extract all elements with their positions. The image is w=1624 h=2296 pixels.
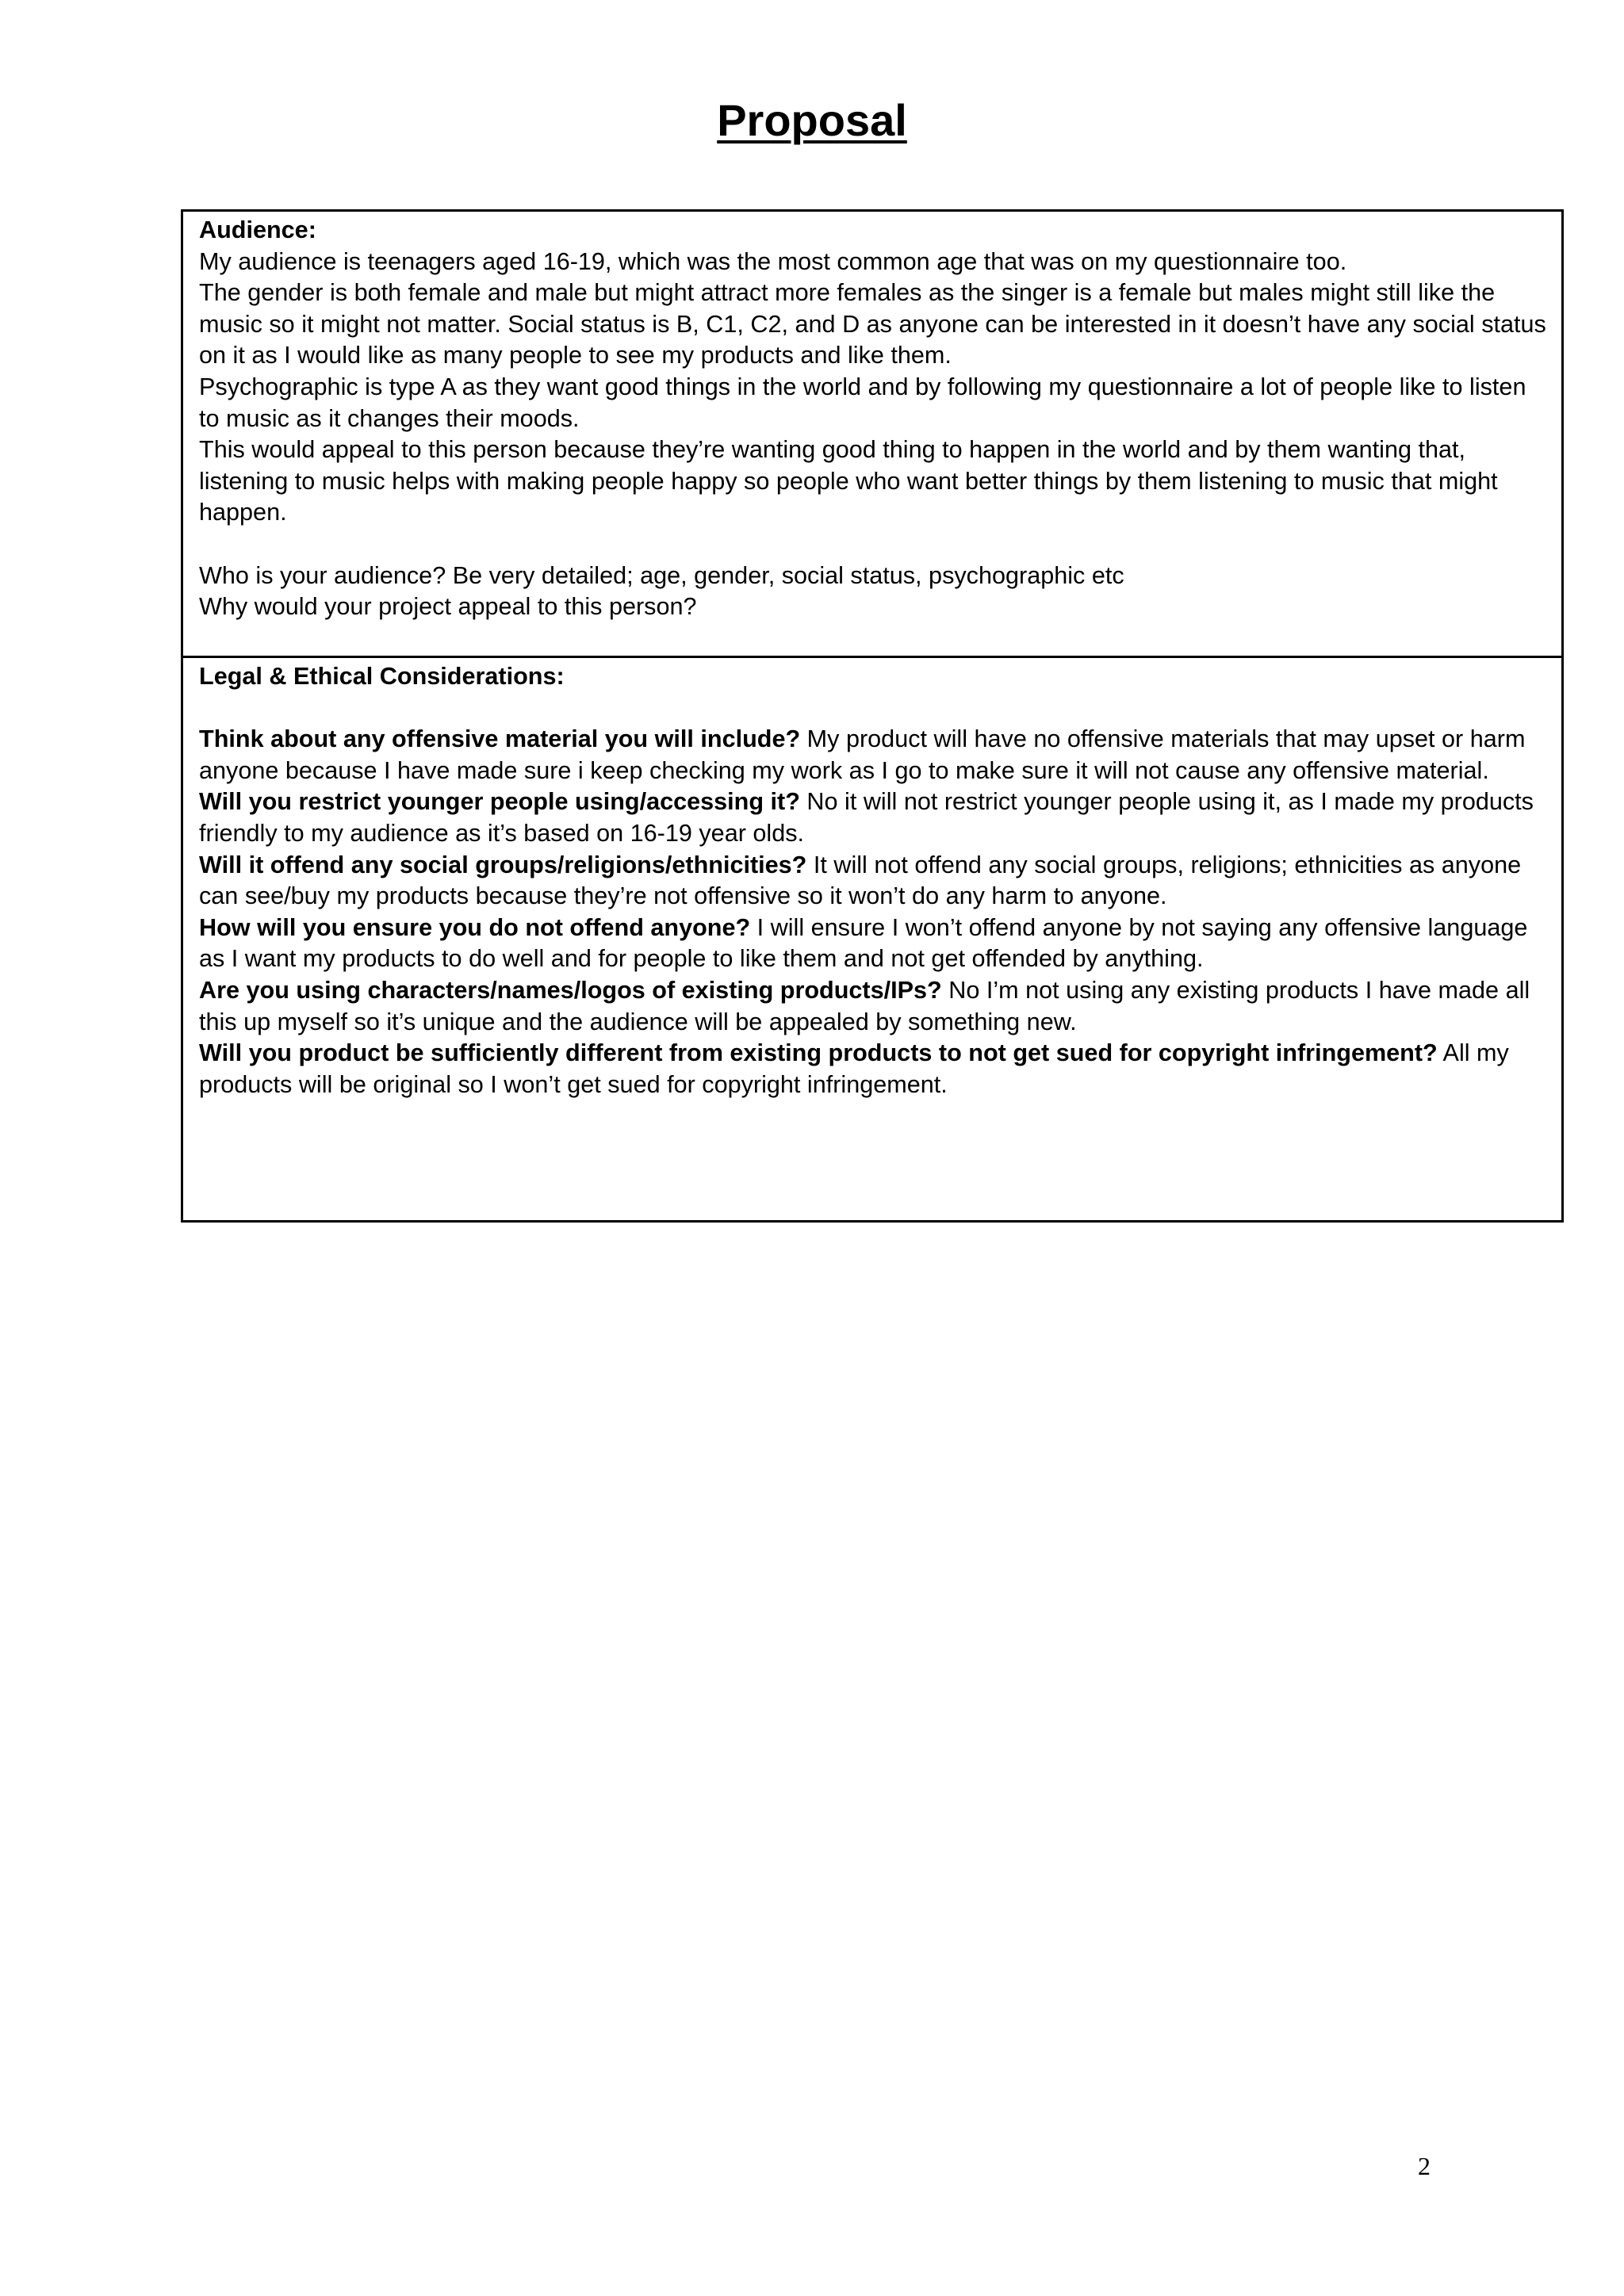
page-number: 2 (1418, 2152, 1431, 2180)
legal-question: Will it offend any social groups/religions/ethnicities? (199, 851, 807, 878)
legal-question: Think about any offensive material you will include? (199, 725, 801, 753)
legal-answer: It will not offend any social groups, religions; ethnicities as anyone can see/buy my products because they’re not offensive so it won’t do any harm to anyone. (199, 851, 1522, 910)
legal-answer: All my products will be original so I won’t get sued for copyright infringement. (199, 1039, 1509, 1098)
legal-question: How will you ensure you do not offend anyone? (199, 913, 751, 941)
audience-paragraph: My audience is teenagers aged 16-19, which was the most common age that was on my questionnaire too. (199, 247, 1347, 275)
audience-heading: Audience: (199, 216, 316, 243)
legal-question: Are you using characters/names/logos of existing products/IPs? (199, 976, 942, 1004)
page-title: Proposal (717, 95, 907, 145)
legal-heading: Legal & Ethical Considerations: (199, 663, 565, 690)
spacer (199, 693, 1547, 725)
audience-prompt: Who is your audience? Be very detailed; age, gender, social status, psychographic etc (199, 561, 1124, 589)
legal-question: Will you product be sufficiently different from existing products to not get sued for copyright infringement? (199, 1039, 1438, 1067)
proposal-table (181, 209, 1564, 1223)
legal-section (183, 656, 1561, 1220)
legal-item (199, 850, 1547, 913)
legal-answer: I will ensure I won’t offend anyone by not saying any offensive language as I want my products to do well and for people to like them and not get offended by anything. (199, 913, 1528, 973)
spacer (199, 529, 1547, 561)
audience-paragraph: The gender is both female and male but might attract more females as the singer is a female but males might still like the music so it might not matter. Social status is B, C1, C2, and D as anyone can be interested in it doesn’t have any social status on it as I would like as many people to see my products and like them. (199, 279, 1546, 369)
legal-answer: My product will have no offensive materials that may upset or harm anyone because I have made sure i keep checking my work as I go to make sure it will not cause any offensive material. (199, 725, 1526, 784)
legal-item (199, 1038, 1547, 1100)
legal-answer: No I’m not using any existing products I have made all this up myself so it’s unique and the audience will be appealed by something new. (199, 976, 1530, 1035)
audience-paragraph: This would appeal to this person because they’re wanting good thing to happen in the world and by them wanting that, listening to music helps with making people happy so people who want better things by them listening to music that might happen. (199, 436, 1498, 526)
legal-answer: No it will not restrict younger people using it, as I made my products friendly to my audience as it’s based on 16-19 year olds. (199, 788, 1534, 847)
legal-item (199, 913, 1547, 975)
legal-question: Will you restrict younger people using/accessing it? (199, 788, 800, 816)
legal-item (199, 975, 1547, 1038)
legal-item (199, 786, 1547, 849)
audience-section (183, 212, 1561, 656)
audience-paragraph: Psychographic is type A as they want good things in the world and by following my questionnaire a lot of people like to listen to music as it changes their moods. (199, 373, 1526, 432)
legal-item (199, 724, 1547, 786)
audience-prompt: Why would your project appeal to this person? (199, 593, 697, 621)
